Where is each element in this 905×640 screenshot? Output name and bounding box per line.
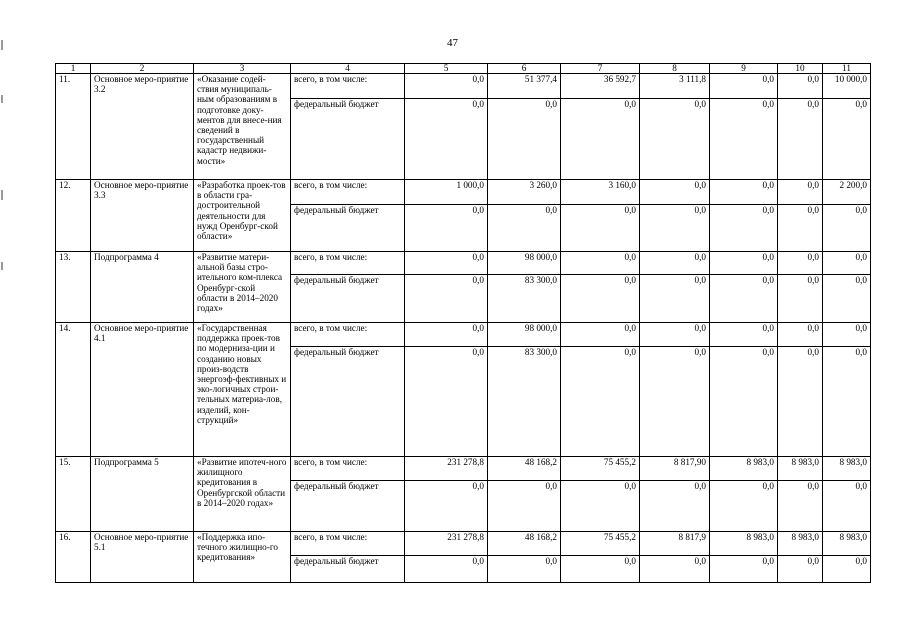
federal-value: 0,0 — [561, 481, 640, 532]
total-value: 3 111,8 — [640, 74, 710, 99]
total-value: 8 983,0 — [778, 532, 823, 556]
scan-margin-mark — [1, 95, 3, 103]
row-number: 13. — [56, 252, 91, 323]
total-value: 2 200,0 — [823, 180, 871, 205]
federal-value: 0,0 — [640, 205, 710, 252]
total-value: 51 377,4 — [488, 74, 561, 99]
federal-value: 0,0 — [823, 99, 871, 180]
total-value: 0,0 — [405, 74, 488, 99]
funding-source-label: всего, в том числе: — [291, 532, 405, 556]
federal-value: 0,0 — [710, 481, 778, 532]
total-value: 231 278,8 — [405, 532, 488, 556]
col-header-1: 1 — [56, 64, 91, 74]
total-value: 0,0 — [561, 252, 640, 275]
federal-value: 0,0 — [823, 481, 871, 532]
row-name: Основное меро-приятие 4.1 — [91, 323, 194, 457]
total-value: 75 455,2 — [561, 457, 640, 481]
row-description: «Развитие матери-альной базы стро-ительного ком-плекса Оренбург-ской области в 2014–2020 годах» — [194, 252, 291, 323]
federal-value: 0,0 — [640, 556, 710, 583]
budget-table — [55, 63, 871, 583]
total-value: 48 168,2 — [488, 457, 561, 481]
total-value: 0,0 — [778, 74, 823, 99]
federal-value: 0,0 — [561, 556, 640, 583]
federal-value: 0,0 — [778, 275, 823, 323]
funding-source-label: всего, в том числе: — [291, 323, 405, 347]
total-value: 0,0 — [778, 180, 823, 205]
total-value: 0,0 — [640, 252, 710, 275]
row-name: Подпрограмма 4 — [91, 252, 194, 323]
funding-source-label: федеральный бюджет — [291, 347, 405, 457]
col-header-11: 11 — [823, 64, 871, 74]
total-value: 0,0 — [640, 323, 710, 347]
col-header-9: 9 — [710, 64, 778, 74]
total-value: 10 000,0 — [823, 74, 871, 99]
federal-value: 0,0 — [405, 99, 488, 180]
total-value: 0,0 — [710, 74, 778, 99]
scan-margin-mark — [1, 262, 3, 270]
federal-value: 0,0 — [561, 347, 640, 457]
total-value: 3 160,0 — [561, 180, 640, 205]
total-value: 1 000,0 — [405, 180, 488, 205]
funding-source-label: всего, в том числе: — [291, 457, 405, 481]
federal-value: 83 300,0 — [488, 275, 561, 323]
total-value: 98 000,0 — [488, 323, 561, 347]
row-name: Основное меро-приятие 5.1 — [91, 532, 194, 583]
table-row-total — [56, 457, 871, 481]
total-value: 0,0 — [710, 323, 778, 347]
row-description: «Разработка проек-тов в области гра-достроительной деятельности для нужд Оренбург-ской области» — [194, 180, 291, 252]
row-number: 16. — [56, 532, 91, 583]
total-value: 3 260,0 — [488, 180, 561, 205]
total-value: 48 168,2 — [488, 532, 561, 556]
row-description: «Развитие ипотеч-ного жилищного кредитования в Оренбургской области в 2014–2020 годах» — [194, 457, 291, 532]
col-header-8: 8 — [640, 64, 710, 74]
federal-value: 0,0 — [488, 205, 561, 252]
total-value: 75 455,2 — [561, 532, 640, 556]
federal-value: 83 300,0 — [488, 347, 561, 457]
total-value: 0,0 — [823, 252, 871, 275]
funding-source-label: федеральный бюджет — [291, 99, 405, 180]
total-value: 0,0 — [405, 323, 488, 347]
header-row — [56, 64, 871, 74]
row-number: 15. — [56, 457, 91, 532]
row-name: Подпрограмма 5 — [91, 457, 194, 532]
scan-margin-mark — [1, 190, 3, 200]
table-row-total — [56, 323, 871, 347]
federal-value: 0,0 — [405, 347, 488, 457]
col-header-5: 5 — [405, 64, 488, 74]
federal-value: 0,0 — [778, 205, 823, 252]
federal-value: 0,0 — [710, 205, 778, 252]
federal-value: 0,0 — [823, 347, 871, 457]
federal-value: 0,0 — [640, 481, 710, 532]
col-header-10: 10 — [778, 64, 823, 74]
funding-source-label: всего, в том числе: — [291, 180, 405, 205]
federal-value: 0,0 — [778, 347, 823, 457]
federal-value: 0,0 — [405, 275, 488, 323]
total-value: 231 278,8 — [405, 457, 488, 481]
federal-value: 0,0 — [710, 347, 778, 457]
total-value: 0,0 — [778, 323, 823, 347]
federal-value: 0,0 — [488, 99, 561, 180]
row-name: Основное меро-приятие 3.3 — [91, 180, 194, 252]
col-header-6: 6 — [488, 64, 561, 74]
table-row-total — [56, 252, 871, 275]
federal-value: 0,0 — [778, 481, 823, 532]
col-header-2: 2 — [91, 64, 194, 74]
federal-value: 0,0 — [778, 556, 823, 583]
total-value: 98 000,0 — [488, 252, 561, 275]
total-value: 36 592,7 — [561, 74, 640, 99]
total-value: 0,0 — [778, 252, 823, 275]
funding-source-label: федеральный бюджет — [291, 205, 405, 252]
total-value: 8 983,0 — [778, 457, 823, 481]
total-value: 0,0 — [640, 180, 710, 205]
total-value: 0,0 — [823, 323, 871, 347]
total-value: 8 817,90 — [640, 457, 710, 481]
row-number: 11. — [56, 74, 91, 180]
federal-value: 0,0 — [405, 205, 488, 252]
funding-source-label: федеральный бюджет — [291, 275, 405, 323]
federal-value: 0,0 — [640, 275, 710, 323]
federal-value: 0,0 — [778, 99, 823, 180]
federal-value: 0,0 — [405, 481, 488, 532]
federal-value: 0,0 — [710, 99, 778, 180]
federal-value: 0,0 — [488, 556, 561, 583]
total-value: 0,0 — [561, 323, 640, 347]
funding-source-label: всего, в том числе: — [291, 252, 405, 275]
federal-value: 0,0 — [561, 275, 640, 323]
col-header-4: 4 — [291, 64, 405, 74]
federal-value: 0,0 — [823, 556, 871, 583]
table-row-total — [56, 532, 871, 556]
row-number: 12. — [56, 180, 91, 252]
federal-value: 0,0 — [823, 275, 871, 323]
col-header-7: 7 — [561, 64, 640, 74]
funding-source-label: федеральный бюджет — [291, 556, 405, 583]
federal-value: 0,0 — [488, 481, 561, 532]
total-value: 8 983,0 — [823, 532, 871, 556]
page-number: 47 — [447, 37, 458, 49]
table-row-total — [56, 180, 871, 205]
federal-value: 0,0 — [710, 556, 778, 583]
table-body — [56, 74, 871, 583]
row-description: «Поддержка ипо-течного жилищно-го кредитования» — [194, 532, 291, 583]
table-row-total — [56, 74, 871, 99]
total-value: 0,0 — [710, 180, 778, 205]
federal-value: 0,0 — [823, 205, 871, 252]
funding-source-label: всего, в том числе: — [291, 74, 405, 99]
federal-value: 0,0 — [640, 347, 710, 457]
total-value: 8 817,9 — [640, 532, 710, 556]
row-number: 14. — [56, 323, 91, 457]
federal-value: 0,0 — [710, 275, 778, 323]
row-description: «Оказание содей-ствия муниципаль-ным образованиям в подготовке доку-ментов для внесе-ния сведений в государственный кадастр недвижи-мости» — [194, 74, 291, 180]
total-value: 0,0 — [405, 252, 488, 275]
total-value: 8 983,0 — [710, 457, 778, 481]
federal-value: 0,0 — [561, 99, 640, 180]
row-name: Основное меро-приятие 3.2 — [91, 74, 194, 180]
total-value: 0,0 — [710, 252, 778, 275]
total-value: 8 983,0 — [710, 532, 778, 556]
row-description: «Государственная поддержка проек-тов по модерниза-ции и созданию новых произ-водств энергоэф-фективных и эко-логичных строи-тельных материа-лов, изделий, кон-струкций» — [194, 323, 291, 457]
federal-value: 0,0 — [640, 99, 710, 180]
federal-value: 0,0 — [561, 205, 640, 252]
funding-source-label: федеральный бюджет — [291, 481, 405, 532]
federal-value: 0,0 — [405, 556, 488, 583]
col-header-3: 3 — [194, 64, 291, 74]
total-value: 8 983,0 — [823, 457, 871, 481]
